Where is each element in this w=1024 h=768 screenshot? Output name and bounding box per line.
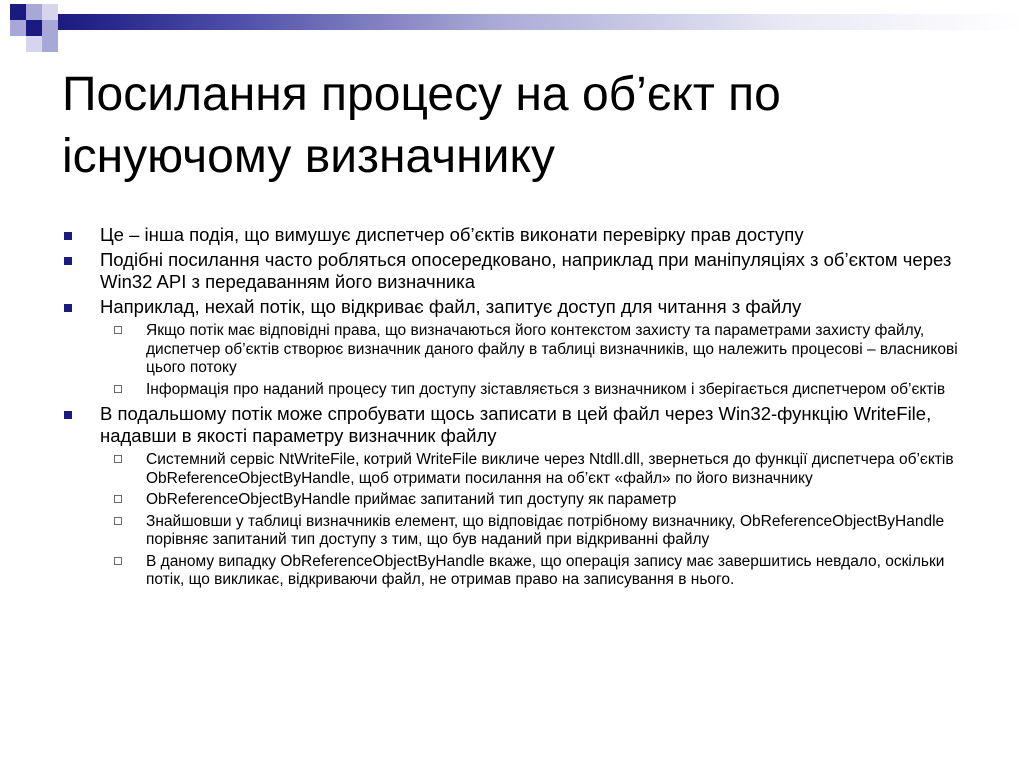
- deco-square: [10, 4, 26, 20]
- deco-square: [26, 36, 42, 52]
- sub-bullet-item: [100, 451, 982, 488]
- hollow-square-bullet-icon: [114, 326, 122, 334]
- bullet-text: Це – інша подія, що вимушує диспетчер об’єктів виконати перевірку прав доступу: [100, 224, 804, 245]
- sub-bullet-item: [100, 553, 982, 590]
- deco-square: [42, 4, 58, 20]
- sub-bullet-item: [100, 513, 982, 550]
- hollow-square-bullet-icon: [114, 455, 122, 463]
- square-bullet-icon: [64, 411, 72, 419]
- square-bullet-icon: [64, 232, 72, 240]
- sub-bullet-item: [100, 381, 982, 400]
- hollow-square-bullet-icon: [114, 517, 122, 525]
- bullet-text: Подібні посилання часто робляться опосередковано, наприклад при маніпуляціях з об’єктом через Win32 API з передаванням його визначника: [100, 249, 952, 292]
- hollow-square-bullet-icon: [114, 495, 122, 503]
- bullet-item: [62, 296, 982, 399]
- sub-bullet-text: В даному випадку ObReferenceObjectByHandle вкаже, що операція запису має завершитись невдало, оскільки потік, що викликає, відкриваючи файл, не отримав право на записування в нього.: [146, 552, 945, 588]
- sub-bullet-text: Знайшовши у таблиці визначників елемент, що відповідає потрібному визначнику, ObReferenceObjectByHandle порівняє запитаний тип доступу з тим, що був наданий при відкриванні файлу: [146, 512, 945, 548]
- header-gradient-bar: [58, 14, 1024, 30]
- hollow-square-bullet-icon: [114, 385, 122, 393]
- sub-bullet-item: [100, 322, 982, 378]
- slide-title-line1: Посилання процесу на об’єкт по: [62, 68, 781, 121]
- hollow-square-bullet-icon: [114, 557, 122, 565]
- bullet-item: [62, 249, 982, 293]
- slide-content: [62, 224, 982, 594]
- sub-bullet-text: Системний сервіс NtWriteFile, котрий WriteFile викличе через Ntdll.dll, звернеться до функції диспетчера об’єктів ObReferenceObjectByHandle, щоб отримати посилання на об’єкт «файл» по його визначнику: [146, 451, 954, 487]
- deco-square: [26, 20, 42, 36]
- square-bullet-icon: [64, 304, 72, 312]
- header-decoration: [0, 0, 1024, 60]
- slide-title: [62, 64, 992, 188]
- deco-square: [42, 36, 58, 52]
- sub-bullet-text: Якщо потік має відповідні права, що визначаються його контекстом захисту та параметрами захисту файлу, диспетчер об’єктів створює визначник даного файлу в таблиці визначників, що належить процесові – власникові цього потоку: [146, 322, 958, 376]
- deco-square: [10, 20, 26, 36]
- bullet-item: [62, 224, 982, 246]
- bullet-text: Наприклад, нехай потік, що відкриває файл, запитує доступ для читання з файлу: [100, 296, 802, 317]
- deco-square: [42, 20, 58, 36]
- slide-title-line2: існуючому визначнику: [62, 130, 556, 183]
- bullet-text: В подальшому потік може спробувати щось записати в цей файл через Win32-функцію WriteFile, надавши в якості параметру визначник файлу: [100, 403, 932, 446]
- deco-square: [26, 4, 42, 20]
- sub-bullet-list: [100, 322, 982, 399]
- bullet-item: [62, 403, 982, 590]
- square-bullet-icon: [64, 257, 72, 265]
- sub-bullet-text: Інформація про наданий процесу тип доступу зіставляється з визначником і зберігається диспетчером об’єктів: [146, 380, 946, 398]
- sub-bullet-list: [100, 451, 982, 590]
- sub-bullet-item: [100, 491, 982, 510]
- bullet-list: [62, 224, 982, 590]
- sub-bullet-text: ObReferenceObjectByHandle приймає запитаний тип доступу як параметр: [146, 491, 677, 508]
